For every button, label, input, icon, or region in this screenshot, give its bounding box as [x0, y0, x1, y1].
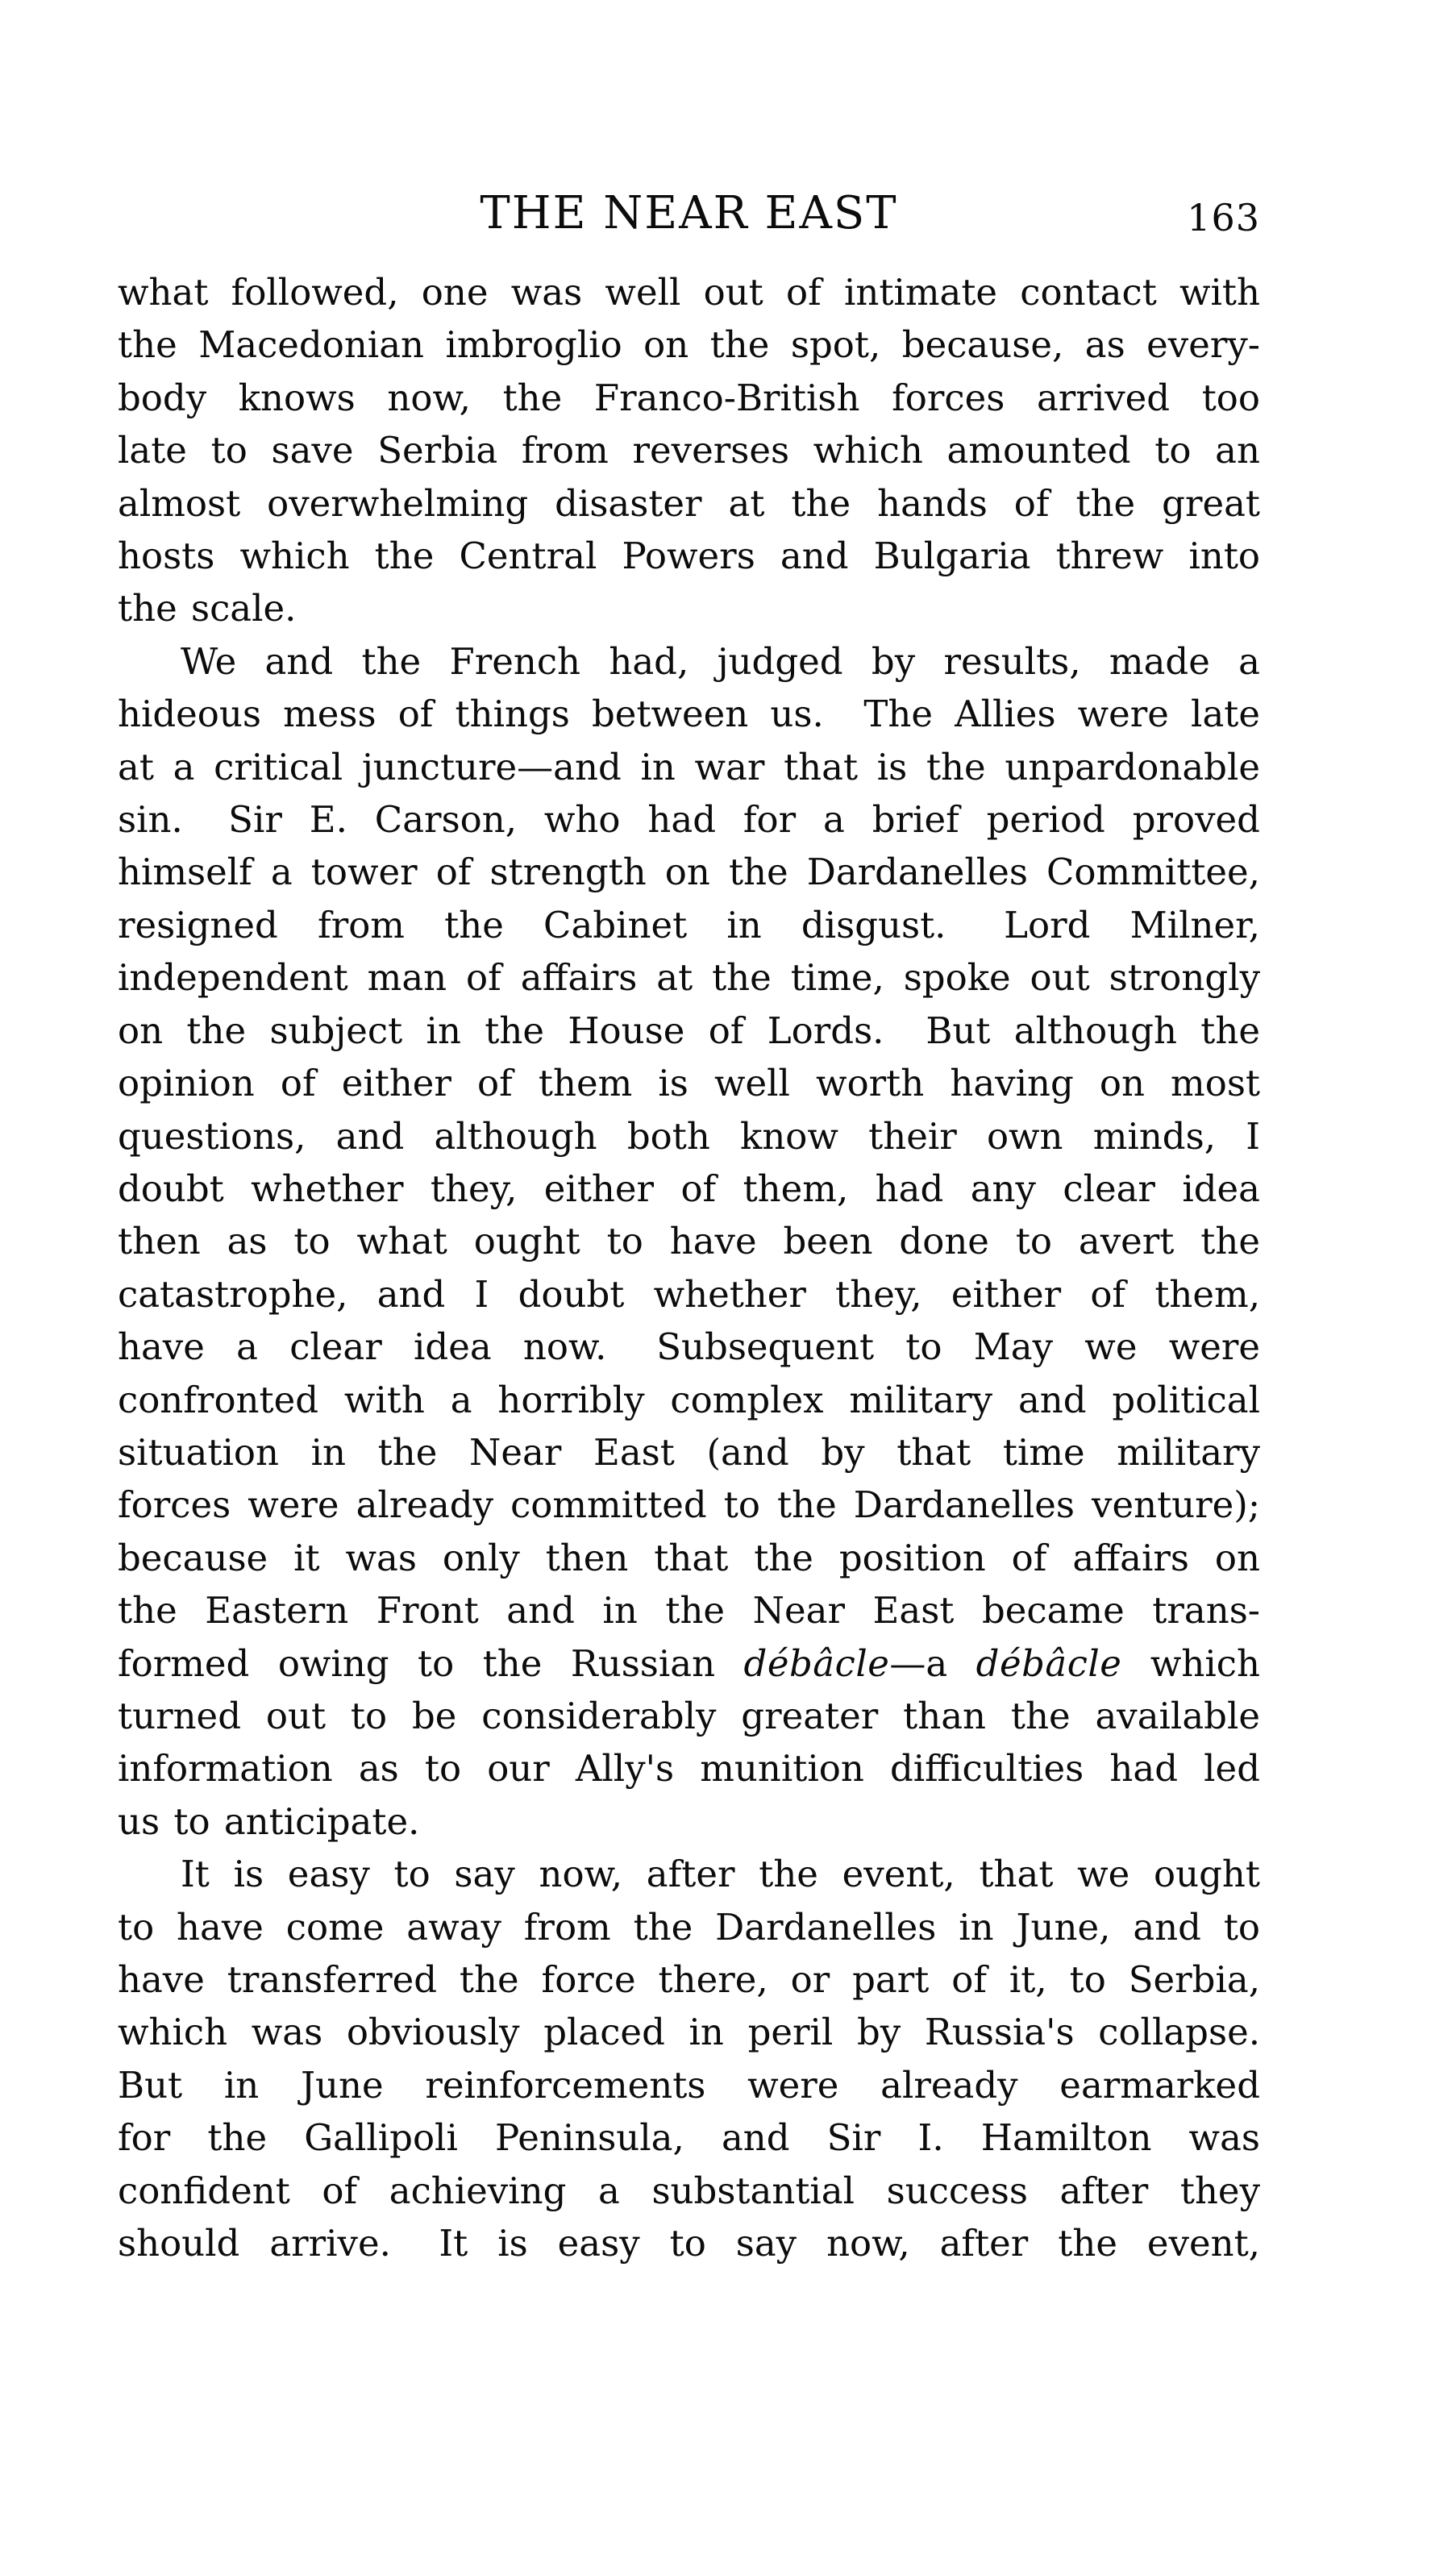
- text-line: the Eastern Front and in the Near East became trans-: [118, 1589, 1260, 1633]
- text-line: hosts which the Central Powers and Bulgaria threw into: [118, 535, 1260, 578]
- text-line: have a clear idea now. Subsequent to May we were: [118, 1325, 1260, 1369]
- running-head-title: THE NEAR EAST: [480, 187, 898, 239]
- italic-text: débâcle: [976, 1641, 1122, 1685]
- text-line: to have come away from the Dardanelles in June, and to: [118, 1905, 1260, 1949]
- text-line: at a critical juncture—and in war that is the unpardonable: [118, 745, 1260, 788]
- text-line: information as to our Ally's munition difficulties had led: [118, 1747, 1260, 1791]
- text-line: because it was only then that the position of affairs on: [118, 1536, 1260, 1579]
- text-line: the Macedonian imbroglio on the spot, because, as every-: [118, 323, 1260, 367]
- text-line: catastrophe, and I doubt whether they, either of them,: [118, 1272, 1260, 1316]
- text-line: himself a tower of strength on the Dardanelles Committee,: [118, 851, 1260, 894]
- text-line: which was obviously placed in peril by Russia's collapse.: [118, 2011, 1260, 2054]
- text-line: [118, 1637, 1260, 1690]
- text-line: situation in the Near East (and by that time military: [118, 1430, 1260, 1474]
- text-line: We and the French had, judged by results, made a: [181, 639, 1260, 683]
- text-line: the scale.: [118, 587, 297, 630]
- text-line: But in June reinforcements were already earmarked: [118, 2063, 1260, 2107]
- text-line: questions, and although both know their own minds, I: [118, 1114, 1260, 1158]
- text-line: almost overwhelming disaster at the hands of the great: [118, 481, 1260, 525]
- text-line: what followed, one was well out of intimate contact with: [118, 271, 1260, 314]
- text-line: turned out to be considerably greater than the available: [118, 1694, 1260, 1737]
- text-line: opinion of either of them is well worth having on most: [118, 1062, 1260, 1105]
- text-line: resigned from the Cabinet in disgust. Lord Milner,: [118, 903, 1260, 946]
- italic-text: débâcle: [743, 1641, 890, 1685]
- text-segment: formed owing to the Russian: [118, 1641, 744, 1685]
- page-body: [118, 266, 1260, 2269]
- paragraph: [118, 266, 1260, 635]
- text-line: independent man of affairs at the time, spoke out strongly: [118, 956, 1260, 1000]
- text-line: for the Gallipoli Peninsula, and Sir I. Hamilton was: [118, 2116, 1260, 2160]
- text-line: confident of achieving a substantial success after they: [118, 2169, 1260, 2212]
- text-line: late to save Serbia from reverses which amounted to an: [118, 429, 1260, 472]
- text-line: hideous mess of things between us. The Allies were late: [118, 693, 1260, 736]
- text-line: confronted with a horribly complex military and political: [118, 1378, 1260, 1421]
- text-line: It is easy to say now, after the event, that we ought: [181, 1853, 1260, 1896]
- text-segment: which: [1121, 1641, 1260, 1685]
- text-line: body knows now, the Franco-British forces arrived too: [118, 376, 1260, 419]
- text-line: should arrive. It is easy to say now, after the event,: [118, 2222, 1260, 2265]
- text-line: doubt whether they, either of them, had any clear idea: [118, 1167, 1260, 1210]
- page-number: 163: [1187, 196, 1260, 239]
- text-line: on the subject in the House of Lords. But although the: [118, 1009, 1260, 1052]
- paragraph: [118, 1848, 1260, 2269]
- text-line: forces were already committed to the Dardanelles venture);: [118, 1483, 1260, 1527]
- text-segment: —a: [889, 1641, 976, 1685]
- text-line: us to anticipate.: [118, 1799, 420, 1843]
- page-header: [118, 189, 1260, 239]
- text-line: have transferred the force there, or part of it, to Serbia,: [118, 1958, 1260, 2001]
- text-line: then as to what ought to have been done to avert the: [118, 1220, 1260, 1263]
- paragraph: [118, 635, 1260, 1848]
- text-line: sin. Sir E. Carson, who had for a brief period proved: [118, 798, 1260, 842]
